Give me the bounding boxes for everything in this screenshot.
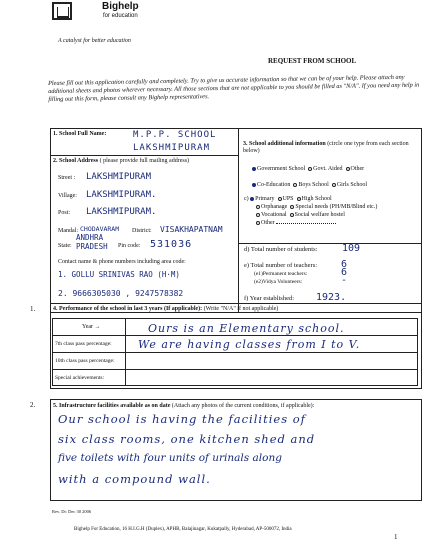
school-address-label xyxy=(53,158,189,164)
radio-other-c[interactable] xyxy=(256,221,260,225)
radio-govt-aided[interactable] xyxy=(308,167,312,171)
special-achievements-label: Special achievements: xyxy=(55,375,105,381)
teachers-value: 6 xyxy=(341,259,348,270)
level-row-3 xyxy=(256,212,345,218)
infrastructure-line1: Our school is having the facilities of xyxy=(58,412,306,426)
divider-students xyxy=(238,243,422,244)
street-label: Street : xyxy=(58,175,76,181)
street-value: LAKSHMIPURAM xyxy=(86,172,152,182)
additional-info-title: 3. School additional information xyxy=(243,141,326,147)
mandal-value: CHODAVARAM xyxy=(80,225,120,233)
district-value: VISAKHAPATNAM xyxy=(160,225,223,234)
radio-ups[interactable] xyxy=(278,197,282,201)
radio-special[interactable] xyxy=(290,205,294,209)
section4-number: 1. xyxy=(30,305,36,313)
opt-welfare: Social welfare hostel xyxy=(294,212,345,218)
volunteers-label: (e2)Vidya Volunteers: xyxy=(254,279,303,285)
divider-section1 xyxy=(50,155,239,156)
state-label: State: xyxy=(58,243,72,249)
infrastructure-line4: with a compound wall. xyxy=(58,472,211,486)
radio-primary[interactable] xyxy=(250,197,254,201)
permanent-teachers-label: (e1)Permanent teachers: xyxy=(254,271,308,277)
level-row-2 xyxy=(256,204,377,210)
radio-orphanage[interactable] xyxy=(256,205,260,209)
radio-vocational[interactable] xyxy=(256,213,260,217)
radio-other-a[interactable] xyxy=(346,167,350,171)
school-name-label: 1. School Full Name: xyxy=(53,131,107,137)
opt-primary: Primary xyxy=(255,196,275,202)
volunteers-value: - xyxy=(341,275,348,286)
students-label: d) Total number of students: xyxy=(244,246,318,253)
opt-vocational: Vocational xyxy=(261,212,287,218)
school-type-row xyxy=(252,166,364,172)
tagline: A catalyst for better education xyxy=(58,38,131,44)
opt-coed: Co-Education xyxy=(257,182,291,188)
pin-label: Pin code: xyxy=(118,243,141,249)
performance-note-line1: Ours is an Elementary school. xyxy=(148,322,345,335)
level-row-1 xyxy=(244,196,332,202)
contact-label: Contact name & phone numbers including area code: xyxy=(58,259,186,265)
radio-coed[interactable] xyxy=(252,183,256,187)
pin-value: 531036 xyxy=(150,239,193,250)
infrastructure-label xyxy=(53,403,314,409)
performance-note-line2: We are having classes from I to V. xyxy=(138,338,361,351)
radio-high[interactable] xyxy=(297,197,301,201)
book-icon xyxy=(57,7,69,18)
opt-govt-aided: Govt. Aided xyxy=(313,166,343,172)
students-value: 109 xyxy=(342,243,361,254)
section5-number: 2. xyxy=(30,401,36,409)
opt-ups: UPS xyxy=(282,196,294,202)
additional-info-label xyxy=(243,141,421,155)
footer-address: Bighelp For Education, 16 H.I.G.H (Duplex), APHB, Balajinagar, Kukatpally, Hyderabad, AP-500072, India xyxy=(74,527,292,532)
radio-government[interactable] xyxy=(252,167,256,171)
infrastructure-hint: (Attach any photos of the current conditions, if applicable): xyxy=(171,403,315,409)
state-line2: PRADESH xyxy=(76,242,108,251)
opt-girls: Girls School xyxy=(336,182,368,188)
infrastructure-title: 5. Infrastructure facilities available as on date xyxy=(53,403,171,409)
performance-hint: (Write "N/A" if not applicable) xyxy=(203,306,279,312)
table-row-line-3 xyxy=(52,369,418,370)
address-label-text: 2. School Address xyxy=(53,158,99,164)
infrastructure-line2: six class rooms, one kitchen shed and xyxy=(58,432,316,446)
state-line1: ANDHRA xyxy=(76,233,104,242)
opt-special: Special needs (PH/MB/Blind etc.) xyxy=(295,204,378,210)
level-row-4 xyxy=(256,220,336,226)
permanent-teachers-value: 6 xyxy=(341,267,348,278)
village-value: LAKSHMIPURAM. xyxy=(86,190,157,200)
performance-title: 4. Performance of the school in last 3 years (If applicable): xyxy=(53,306,203,312)
radio-girls[interactable] xyxy=(332,183,336,187)
teachers-label: e) Total number of teachers: xyxy=(244,262,318,269)
table-row-line-2 xyxy=(52,352,418,353)
school-name-line1: M.P.P. SCHOOL xyxy=(133,130,217,140)
logo xyxy=(52,2,72,20)
logo-text: Bighelp xyxy=(102,1,139,12)
logo-subtext: for education xyxy=(103,13,138,19)
radio-boys[interactable] xyxy=(293,183,297,187)
year-row-label: Year → xyxy=(82,324,101,330)
performance-label xyxy=(53,306,278,312)
revision-date: Rev. Dt: Dec 30 2006 xyxy=(52,509,92,514)
form-title: REQUEST FROM SCHOOL xyxy=(268,57,357,65)
address-hint: ( please provide full mailing address) xyxy=(99,158,190,164)
year-established-value: 1923. xyxy=(316,292,347,303)
instructions: Please fill out this application carefully and completely. Try to give us accurate information so that we can be of your help. Please attach any additional sheets and photos wherever necessary. All those sections that are not applicable to you should be filled as "N/A". If you need any help in filling out this form, please consult any Bighelp representatives. xyxy=(48,73,420,103)
gender-type-row xyxy=(252,182,367,188)
opt-other-c: Other xyxy=(261,220,275,226)
seventh-pass-label: 7th class pass percentage: xyxy=(55,341,112,347)
year-established-label: f) Year established: xyxy=(244,295,295,302)
infrastructure-line3: five toilets with four units of urinals along xyxy=(58,452,282,464)
contact-phone: 2. 9666305030 , 9247578382 xyxy=(58,289,184,298)
page-number: 1 xyxy=(394,533,398,541)
radio-welfare[interactable] xyxy=(290,213,294,217)
opt-boys: Boys School xyxy=(298,182,329,188)
post-value: LAKSHMIPURAM. xyxy=(86,207,157,217)
opt-government: Government School xyxy=(257,166,306,172)
c-label: c) xyxy=(244,196,249,202)
additional-info-hint: (circle one type from each section below) xyxy=(243,141,409,154)
opt-orphanage: Orphanage xyxy=(261,204,288,210)
opt-other-a: Other xyxy=(350,166,365,172)
post-label: Post: xyxy=(58,210,71,216)
table-row-line-1 xyxy=(52,335,418,336)
district-label: District: xyxy=(132,228,152,234)
village-label: Village: xyxy=(58,193,77,199)
mandal-label: Mandal: xyxy=(58,228,78,234)
school-name-line2: LAKSHMIPURAM xyxy=(133,143,211,153)
contact-name: 1. GOLLU SRINIVAS RAO (H·M) xyxy=(58,270,180,279)
opt-high: High School xyxy=(301,196,332,202)
tenth-pass-label: 10th class pass percentage: xyxy=(55,358,115,364)
other-blank xyxy=(276,223,336,224)
